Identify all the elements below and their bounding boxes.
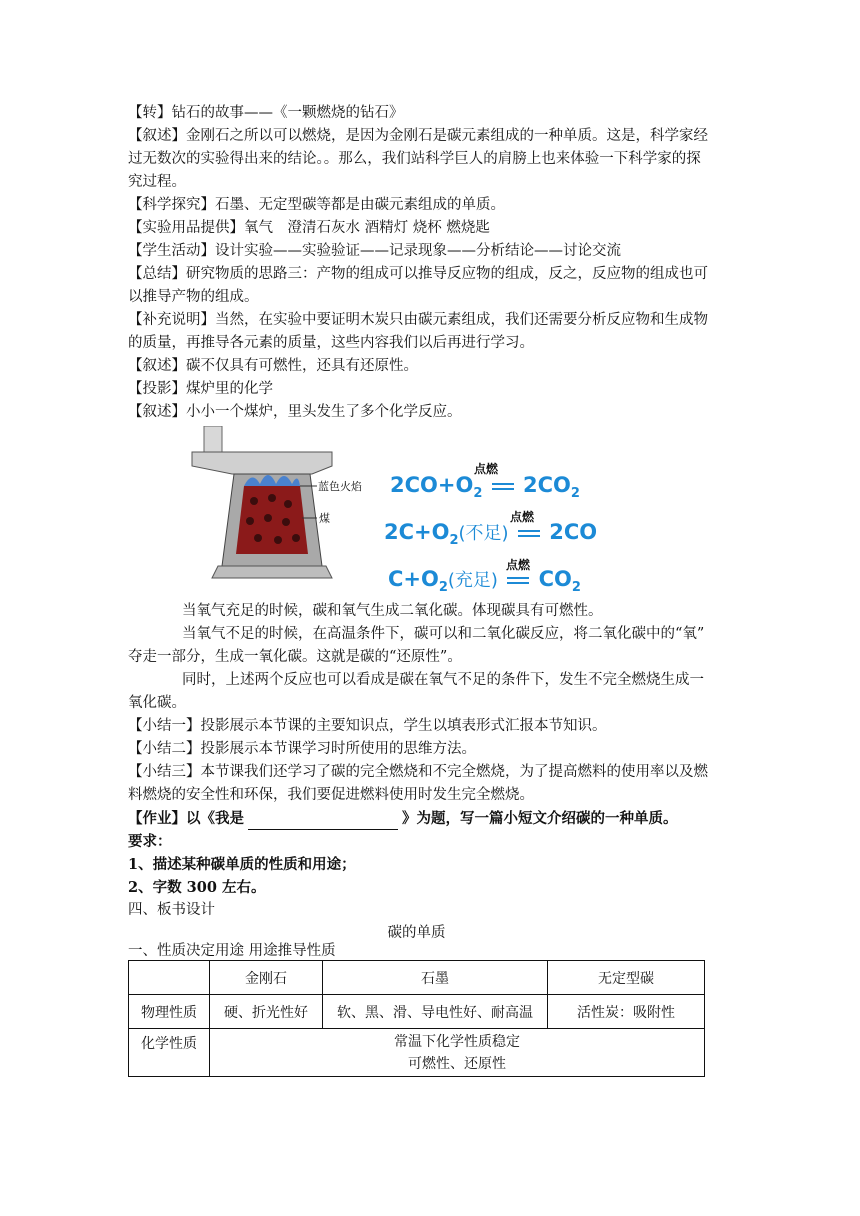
eq3-sub2: 2 — [571, 580, 581, 596]
text-line: 料燃烧的安全性和环保，我们要促进燃料使用时发生完全燃烧。 — [128, 787, 534, 803]
coal-label: 煤 — [319, 512, 330, 525]
text-line: 【叙述】金刚石之所以可以燃烧，是因为金刚石是碳元素组成的一种单质。这是，科学家经 — [128, 128, 708, 144]
text-line: 【实验用品提供】氧气 澄清石灰水 酒精灯 烧杯 燃烧匙 — [128, 220, 490, 236]
chimney — [204, 426, 222, 452]
section-heading: 四、板书设计 — [128, 902, 215, 918]
table-cell: 无定型碳 — [548, 961, 705, 995]
homework-suffix: 》为题，写一篇小短文介绍碳的一种单质。 — [402, 810, 678, 827]
text-line: 以推导产物的组成。 — [128, 289, 259, 305]
text-line: 同时，上述两个反应也可以看成是碳在氧气不足的条件下，发生不完全燃烧生成一 — [182, 672, 704, 688]
text-line: 的质量，再推导各元素的质量，这些内容我们以后再进行学习。 — [128, 335, 534, 351]
eq1-sign — [492, 483, 514, 490]
condition-label: 点燃 — [474, 462, 499, 476]
eq2-cond: (不足) — [458, 523, 509, 544]
eq3-sign — [507, 577, 529, 584]
table-cell — [129, 961, 210, 995]
text-line: 【小结三】本节课我们还学习了碳的完全燃烧和不完全燃烧，为了提高燃料的使用率以及燃 — [128, 764, 708, 780]
eq1-lhs: 2CO+O — [390, 473, 474, 497]
cell-line: 可燃性、还原性 — [408, 1055, 506, 1072]
table-cell: 石墨 — [323, 961, 548, 995]
equation-1 — [390, 473, 580, 501]
text-line: 过无数次的实验得出来的结论。。那么，我们站科学巨人的肩膀上也来体验一下科学家的探 — [128, 151, 701, 167]
condition-label: 点燃 — [506, 558, 531, 572]
table-cell-merged — [210, 1029, 705, 1077]
eq2-sign — [518, 530, 540, 537]
text-line: 【小结一】投影展示本节课的主要知识点，学生以填表形式汇报本节知识。 — [128, 718, 607, 734]
table-row — [129, 1029, 705, 1077]
text-line: 【学生活动】设计实验——实验验证——记录现象——分析结论——讨论交流 — [128, 243, 621, 259]
text-line: 【叙述】小小一个煤炉，里头发生了多个化学反应。 — [128, 404, 462, 420]
eq3-cond: (充足) — [447, 570, 498, 591]
eq3-rhs: CO — [538, 567, 572, 591]
condition-label: 点燃 — [510, 510, 535, 524]
text-line: 氧化碳。 — [128, 695, 186, 711]
eq3-lhs: C+O — [388, 567, 439, 591]
homework-prefix: 【作业】以《我是 — [128, 810, 244, 827]
eq3-sub: 2 — [438, 580, 448, 596]
fill-in-blank — [248, 814, 398, 830]
text-line: 【总结】研究物质的思路三：产物的组成可以推导反应物的组成，反之，反应物的组成也可 — [128, 266, 708, 282]
text-line: 【叙述】碳不仅具有可燃性，还具有还原性。 — [128, 358, 418, 374]
homework-line — [128, 807, 740, 830]
table-cell: 活性炭：吸附性 — [548, 995, 705, 1029]
table-cell: 化学性质 — [129, 1029, 210, 1077]
equation-2 — [384, 519, 597, 548]
equation-3 — [388, 566, 581, 595]
stove-figure — [182, 426, 598, 596]
requirement-item: 2、字数 300 左右。 — [128, 879, 266, 896]
text-line: 【投影】煤炉里的化学 — [128, 381, 273, 397]
board-table — [128, 960, 705, 1077]
stove-top — [192, 452, 332, 474]
text-line: 当氧气不足的时候，在高温条件下，碳可以和二氧化碳反应，将二氧化碳中的“氧” — [182, 626, 705, 642]
stove-illustration — [182, 426, 377, 592]
flame-label: 蓝色火焰 — [318, 480, 362, 493]
eq1-sub2: 2 — [570, 486, 580, 502]
board-subtitle: 一、性质决定用途 用途推导性质 — [128, 943, 336, 959]
requirement-item: 1、描述某种碳单质的性质和用途； — [128, 856, 356, 873]
eq1-rhs: 2CO — [523, 473, 571, 497]
text-line: 【补充说明】当然，在实验中要证明木炭只由碳元素组成，我们还需要分析反应物和生成物 — [128, 312, 708, 328]
table-cell: 物理性质 — [129, 995, 210, 1029]
eq2-rhs: 2CO — [549, 520, 598, 544]
requirements-heading: 要求： — [128, 833, 172, 850]
table-row — [129, 961, 705, 995]
table-row — [129, 995, 705, 1029]
table-cell: 软、黑、滑、导电性好、耐高温 — [323, 995, 548, 1029]
table-cell: 金刚石 — [210, 961, 323, 995]
text-line: 【转】钻石的故事——《一颗燃烧的钻石》 — [128, 105, 404, 121]
eq1-sub: 2 — [473, 486, 483, 502]
text-line: 究过程。 — [128, 174, 186, 190]
text-line: 【科学探究】石墨、无定型碳等都是由碳元素组成的单质。 — [128, 197, 505, 213]
cell-line: 常温下化学性质稳定 — [394, 1033, 520, 1050]
text-line: 夺走一部分，生成一氧化碳。这就是碳的“还原性”。 — [128, 649, 462, 665]
text-line: 当氧气充足的时候，碳和氧气生成二氧化碳。体现碳具有可燃性。 — [182, 603, 603, 619]
eq2-sub: 2 — [449, 533, 459, 549]
board-title: 碳的单质 — [387, 925, 446, 941]
stove-base — [212, 566, 332, 578]
table-cell: 硬、折光性好 — [210, 995, 323, 1029]
text-line: 【小结二】投影展示本节课学习时所使用的思维方法。 — [128, 741, 476, 757]
eq2-lhs: 2C+O — [384, 520, 450, 544]
